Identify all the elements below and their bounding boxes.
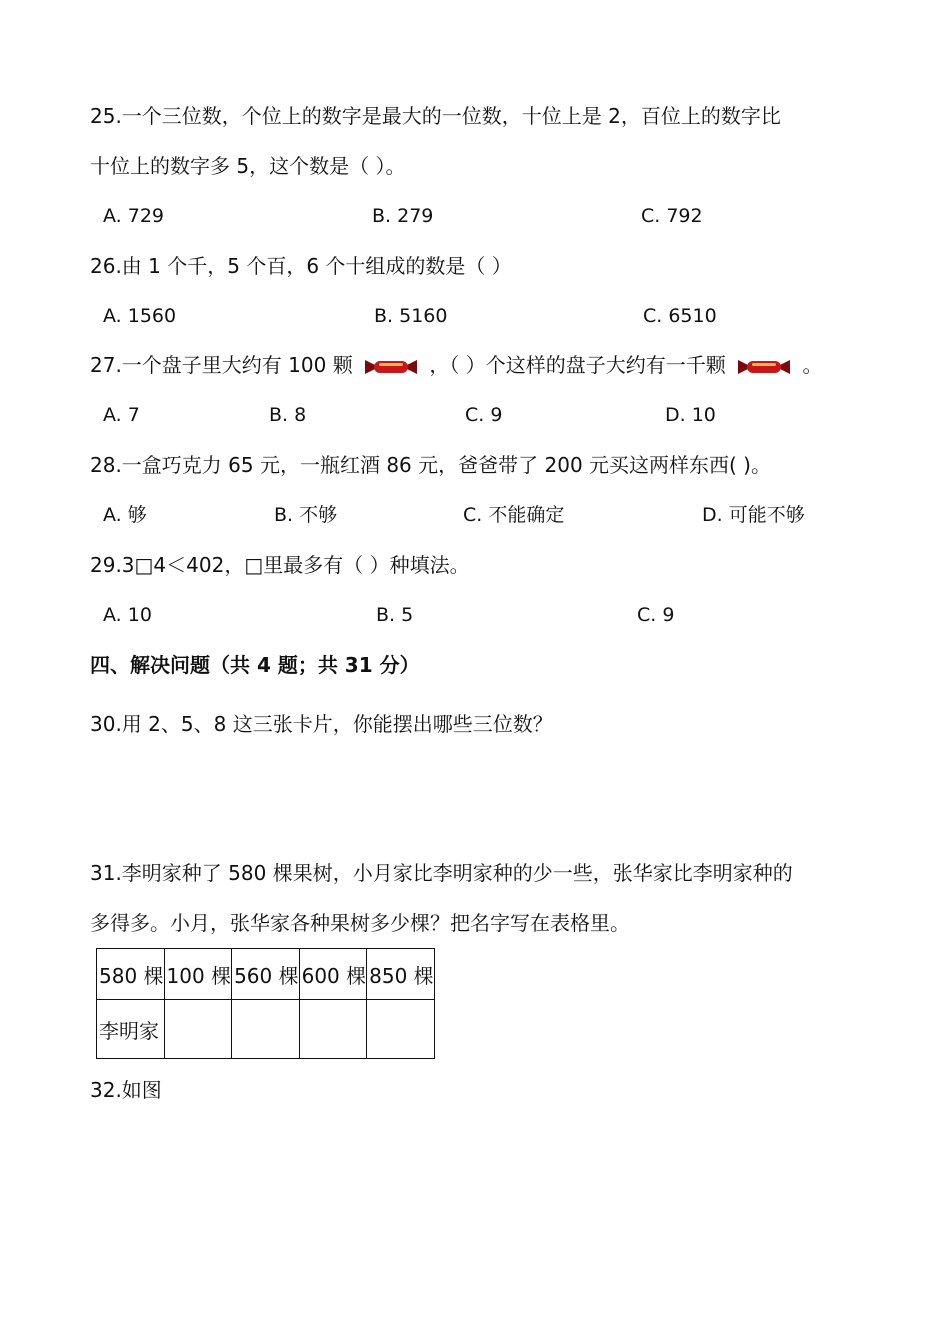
table-cell: 李明家 bbox=[97, 1000, 165, 1059]
q25-option-a: A. 729 bbox=[103, 205, 165, 227]
q27-text-a: 27.一个盘子里大约有 100 颗 bbox=[90, 353, 353, 377]
q28-text: 28.一盒巧克力 65 元，一瓶红酒 86 元，爸爸带了 200 元买这两样东西( )。 bbox=[90, 453, 771, 477]
q31-line1: 31.李明家种了 580 棵果树，小月家比李明家种的少一些，张华家比李明家种的 bbox=[90, 861, 793, 885]
q27-text-b: ，（ ）个这样的盘子大约有一千颗 bbox=[429, 353, 726, 377]
table-answer-cell[interactable] bbox=[232, 1000, 300, 1059]
q27-option-a: A. 7 bbox=[103, 404, 140, 426]
table-cell: 100 棵 bbox=[164, 949, 232, 1000]
table-row bbox=[97, 949, 435, 1000]
q26-text: 26.由 1 个千，5 个百，6 个十组成的数是（ ） bbox=[90, 254, 512, 278]
q25-option-c: C. 792 bbox=[641, 205, 703, 227]
q27-option-c: C. 9 bbox=[465, 404, 503, 426]
q27-text-c: 。 bbox=[802, 353, 823, 377]
table-row bbox=[97, 1000, 435, 1059]
q26-option-b: B. 5160 bbox=[374, 305, 448, 327]
table-cell: 850 棵 bbox=[367, 949, 435, 1000]
candy-icon bbox=[738, 357, 790, 377]
q27-option-b: B. 8 bbox=[269, 404, 307, 426]
q25-line1: 25.一个三位数，个位上的数字是最大的一位数，十位上是 2，百位上的数字比 bbox=[90, 104, 781, 128]
q27-option-d: D. 10 bbox=[665, 404, 716, 426]
table-cell: 560 棵 bbox=[232, 949, 300, 1000]
table-cell: 600 棵 bbox=[299, 949, 367, 1000]
q29-option-b: B. 5 bbox=[376, 604, 414, 626]
q29-text: 29.3□4＜402，□里最多有（ ）种填法。 bbox=[90, 553, 470, 577]
q30-text: 30.用 2、5、8 这三张卡片，你能摆出哪些三位数？ bbox=[90, 712, 553, 736]
table-answer-cell[interactable] bbox=[164, 1000, 232, 1059]
answer-table bbox=[96, 948, 435, 1059]
table-answer-cell[interactable] bbox=[367, 1000, 435, 1059]
q28-option-a: A. 够 bbox=[103, 504, 147, 526]
q25-option-b: B. 279 bbox=[372, 205, 434, 227]
q27-text bbox=[90, 352, 823, 378]
section-title: 四、解决问题（共 4 题；共 31 分） bbox=[90, 653, 420, 677]
q29-option-a: A. 10 bbox=[103, 604, 152, 626]
table-cell: 580 棵 bbox=[97, 949, 165, 1000]
q25-line2: 十位上的数字多 5，这个数是（ ）。 bbox=[90, 154, 406, 178]
q29-option-c: C. 9 bbox=[637, 604, 675, 626]
candy-icon bbox=[365, 357, 417, 377]
q32-text: 32.如图 bbox=[90, 1078, 162, 1102]
q28-option-d: D. 可能不够 bbox=[702, 504, 805, 526]
table-answer-cell[interactable] bbox=[299, 1000, 367, 1059]
q26-option-c: C. 6510 bbox=[643, 305, 717, 327]
q26-option-a: A. 1560 bbox=[103, 305, 177, 327]
q28-option-b: B. 不够 bbox=[274, 504, 338, 526]
q31-line2: 多得多。小月，张华家各种果树多少棵？把名字写在表格里。 bbox=[90, 911, 630, 935]
q28-option-c: C. 不能确定 bbox=[463, 504, 565, 526]
